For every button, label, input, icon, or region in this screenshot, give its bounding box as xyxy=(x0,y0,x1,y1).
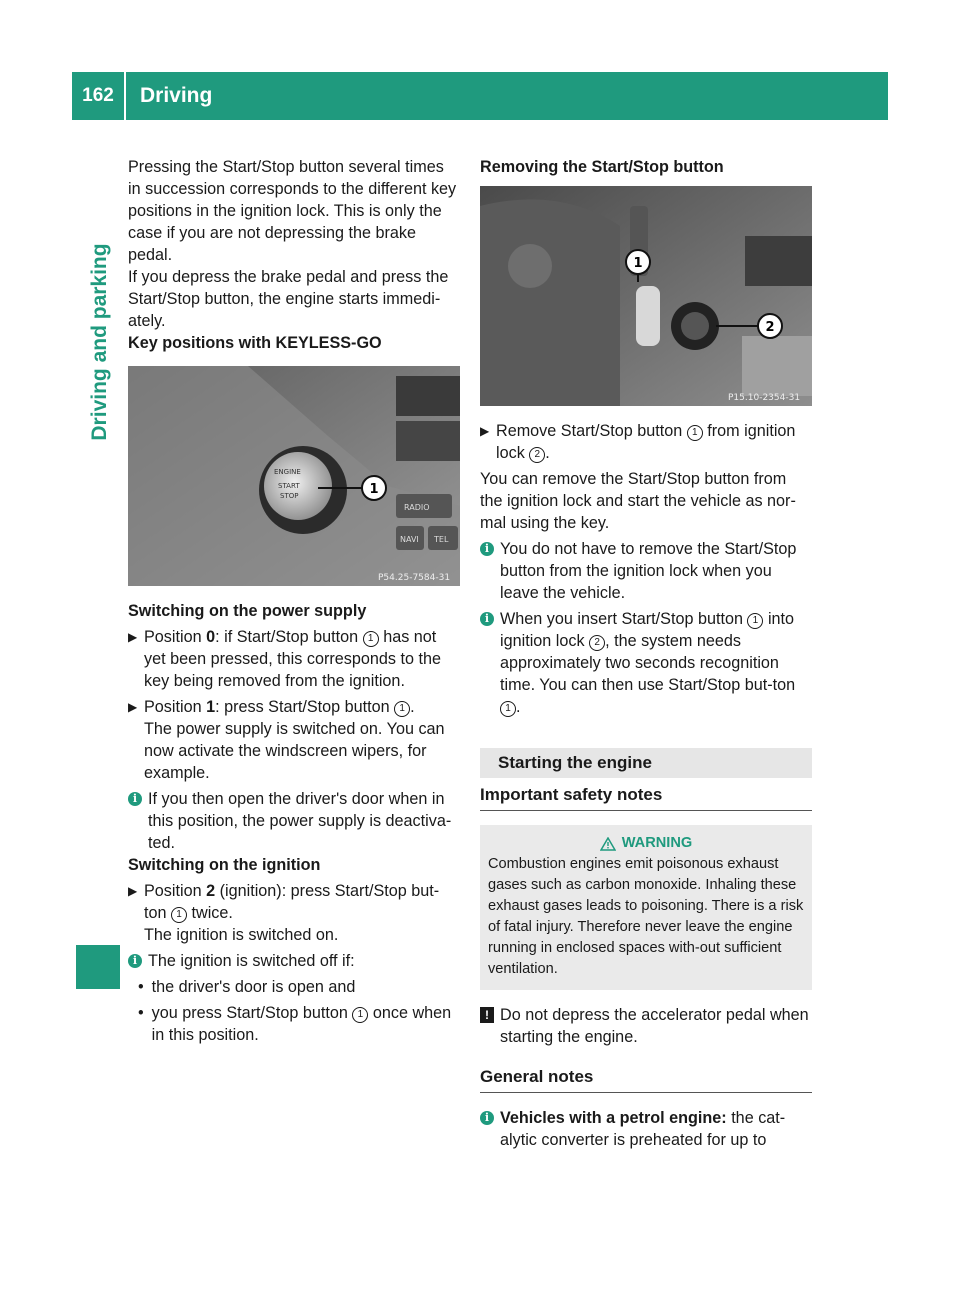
removal-illustration xyxy=(480,186,812,406)
info-note-3: i You do not have to remove the Start/Stop button from the ignition lock when you leave the vehicle. xyxy=(480,538,812,604)
start-stop-removal-photo xyxy=(480,186,812,406)
info-icon: i xyxy=(480,542,494,556)
callout-1: 1 xyxy=(633,256,643,271)
header-divider xyxy=(124,72,126,120)
warning-text: Combustion engines emit poisonous exhaust gases such as carbon monoxide. Inhaling these exhaust gases leads to poisoning. There is a risk of fatal injury. Therefore never leave the engine running in enclosed spaces with-out sufficient ventilation. xyxy=(488,856,804,977)
radio-label: RADIO xyxy=(404,503,430,512)
warning-title: WARNING xyxy=(488,833,804,854)
photo-caption: P54.25-7584-31 xyxy=(378,573,451,583)
power-supply-heading: Switching on the power supply xyxy=(128,602,367,620)
caution-note: ! Do not depress the accelerator pedal when starting the engine. xyxy=(480,1004,812,1048)
keyless-go-photo xyxy=(128,366,460,586)
callout-2: 2 xyxy=(765,320,775,335)
navi-label: NAVI xyxy=(400,535,419,544)
general-notes-heading: General notes xyxy=(480,1066,812,1093)
remove-step: ▶ Remove Start/Stop button 1 from ignition lock 2 . xyxy=(480,422,796,462)
position-2-step: ▶ Position 2 (ignition): press Start/Stop but-ton 1 twice. The ignition is switched on. xyxy=(128,882,440,944)
ignition-heading: Switching on the ignition xyxy=(128,856,321,874)
info-icon: i xyxy=(128,792,142,806)
info-note-4: i When you insert Start/Stop button 1 into ignition lock 2 , the system needs approximately two seconds recognition time. You can then use Start/Stop but-ton 1 . xyxy=(480,608,812,718)
photo-caption: P15.10-2354-31 xyxy=(728,393,801,403)
key-positions-heading: Key positions with KEYLESS-GO xyxy=(128,334,382,352)
right-column xyxy=(480,156,812,1151)
arrow-icon: ▶ xyxy=(128,884,138,898)
remove-paragraph: You can remove the Start/Stop button from the ignition lock and start the vehicle as nor-mal using the key. xyxy=(480,470,796,532)
callout-1: 1 xyxy=(369,482,379,497)
safety-notes-heading: Important safety notes xyxy=(480,784,812,811)
start-label: START xyxy=(278,482,300,490)
position-0-step: ▶ Position 0: if Start/Stop button 1 has not yet been pressed, this corresponds to the key being removed from the ignition. xyxy=(128,628,441,690)
info-note-2: i The ignition is switched off if: xyxy=(128,950,460,972)
side-tab-label: Driving and parking xyxy=(88,243,111,441)
warning-triangle-icon xyxy=(600,837,616,851)
side-tab-marker xyxy=(76,945,120,989)
arrow-icon: ▶ xyxy=(128,630,138,644)
engine-label: ENGINE xyxy=(274,468,301,476)
exclamation-icon: ! xyxy=(480,1007,494,1023)
intro-paragraph-2: If you depress the brake pedal and press the Start/Stop button, the engine starts immedi-ately. xyxy=(128,268,449,330)
info-note-5: i Vehicles with a petrol engine: the cat-alytic converter is preheated for up to xyxy=(480,1107,812,1151)
position-1-step: ▶ Position 1: press Start/Stop button 1 . The power supply is switched on. You can now activate the windscreen wipers, for example. xyxy=(128,698,445,782)
page-title: Driving xyxy=(140,84,213,107)
list-item: • the driver's door is open and xyxy=(138,978,356,996)
info-icon: i xyxy=(128,954,142,968)
info-icon: i xyxy=(480,612,494,626)
page-number: 162 xyxy=(82,85,114,106)
list-item: • you press Start/Stop button 1 once when in this position. xyxy=(138,1004,452,1044)
section-title-starting-engine: Starting the engine xyxy=(480,748,812,778)
warning-box xyxy=(480,825,812,990)
stop-label: STOP xyxy=(280,492,299,500)
keyless-go-illustration xyxy=(128,366,460,586)
intro-paragraph-1: Pressing the Start/Stop button several times in succession corresponds to the different key positions in the ignition lock. This is only the case if you are not depressing the brake pedal. xyxy=(128,158,457,264)
removing-heading: Removing the Start/Stop button xyxy=(480,158,724,176)
left-column xyxy=(128,156,460,1046)
arrow-icon: ▶ xyxy=(128,700,138,714)
arrow-icon: ▶ xyxy=(480,424,490,438)
info-icon: i xyxy=(480,1111,494,1125)
info-note-1: i If you then open the driver's door when in this position, the power supply is deactiva-ted. xyxy=(128,788,460,854)
tel-label: TEL xyxy=(434,535,449,544)
